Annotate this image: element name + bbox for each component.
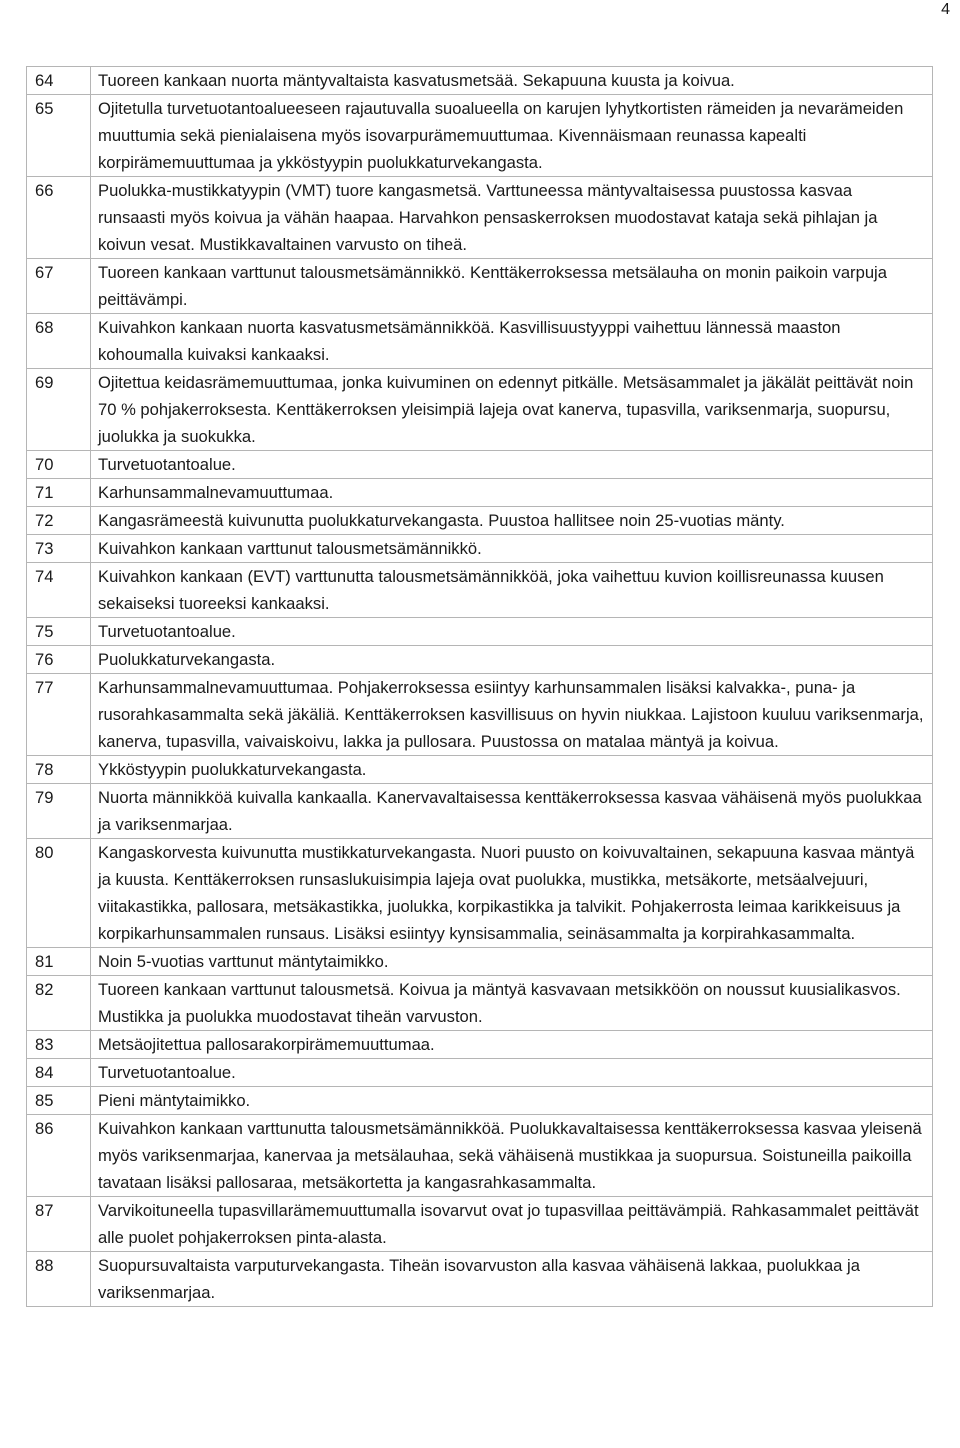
table-body — [27, 67, 933, 1307]
table-row — [27, 1115, 933, 1197]
figure-description: Nuorta männikköä kuivalla kankaalla. Kanervavaltaisessa kenttäkerroksessa kasvaa vähäisenä myös puolukkaa ja variksenmarjaa. — [91, 784, 933, 839]
figure-description: Ojitetulla turvetuotantoalueeseen rajautuvalla suoalueella on karujen lyhytkortisten rämeiden ja nevarämeiden muuttumia sekä pienialaisena myös isovarpurämemuuttumaa. Kivennäismaan reunassa kapealti korpirämemuuttumaa ja ykköstyypin puolukkaturvekangasta. — [91, 95, 933, 177]
figure-number: 64 — [27, 67, 91, 95]
figure-number: 70 — [27, 451, 91, 479]
figure-number: 86 — [27, 1115, 91, 1197]
figure-number: 76 — [27, 646, 91, 674]
figure-description: Ykköstyypin puolukkaturvekangasta. — [91, 756, 933, 784]
figure-number: 84 — [27, 1059, 91, 1087]
figure-number: 72 — [27, 507, 91, 535]
figure-description: Puolukkaturvekangasta. — [91, 646, 933, 674]
table-row — [27, 1252, 933, 1307]
table-row — [27, 674, 933, 756]
figure-number: 67 — [27, 259, 91, 314]
figure-number: 77 — [27, 674, 91, 756]
figure-number: 73 — [27, 535, 91, 563]
figure-description: Kuivahkon kankaan varttunut talousmetsämännikkö. — [91, 535, 933, 563]
figure-description: Kangasrämeestä kuivunutta puolukkaturvekangasta. Puustoa hallitsee noin 25-vuotias mänty. — [91, 507, 933, 535]
figure-number: 78 — [27, 756, 91, 784]
table-row — [27, 948, 933, 976]
figure-number: 65 — [27, 95, 91, 177]
table-row — [27, 976, 933, 1031]
figure-number: 83 — [27, 1031, 91, 1059]
table-row — [27, 507, 933, 535]
figure-number: 66 — [27, 177, 91, 259]
figure-description: Pieni mäntytaimikko. — [91, 1087, 933, 1115]
figure-description: Kuivahkon kankaan varttunutta talousmetsämännikköä. Puolukkavaltaisessa kenttäkerroksessa kasvaa yleisenä myös variksenmarjaa, kanervaa ja metsälauhaa, sekä vähäisenä mustikkaa ja suopursua. Soistuneilla paikoilla tavataan lisäksi pallosaraa, metsäkortetta ja kangasrahkasammalta. — [91, 1115, 933, 1197]
table-row — [27, 1059, 933, 1087]
figure-description: Kuivahkon kankaan (EVT) varttunutta talousmetsämännikköä, joka vaihettuu kuvion koillisreunassa kuusen sekaiseksi tuoreeksi kankaaksi. — [91, 563, 933, 618]
table-row — [27, 1031, 933, 1059]
figure-number: 68 — [27, 314, 91, 369]
table-row — [27, 839, 933, 948]
figure-number: 79 — [27, 784, 91, 839]
vegetation-table-container — [26, 66, 933, 1307]
table-row — [27, 784, 933, 839]
figure-number: 71 — [27, 479, 91, 507]
table-row — [27, 95, 933, 177]
figure-description: Karhunsammalnevamuuttumaa. Pohjakerroksessa esiintyy karhunsammalen lisäksi kalvakka-, puna- ja rusorahkasammalta sekä jäkäliä. Kenttäkerroksen kasvillisuus on hyvin niukkaa. Lajistoon kuuluu variksenmarja, kanerva, tupasvilla, vaivaiskoivu, lakka ja pullosara. Puustossa on matalaa mäntyä ja koivua. — [91, 674, 933, 756]
table-row — [27, 259, 933, 314]
vegetation-table — [26, 66, 933, 1307]
table-row — [27, 535, 933, 563]
figure-number: 80 — [27, 839, 91, 948]
figure-description: Suopursuvaltaista varputurvekangasta. Tiheän isovarvuston alla kasvaa vähäisenä lakkaa, puolukkaa ja variksenmarjaa. — [91, 1252, 933, 1307]
figure-number: 85 — [27, 1087, 91, 1115]
table-row — [27, 67, 933, 95]
figure-description: Varvikoituneella tupasvillarämemuuttumalla isovarvut ovat jo tupasvillaa peittävämpiä. Rahkasammalet peittävät alle puolet pohjakerroksen pinta-alasta. — [91, 1197, 933, 1252]
figure-description: Ojitettua keidasrämemuuttumaa, jonka kuivuminen on edennyt pitkälle. Metsäsammalet ja jäkälät peittävät noin 70 % pohjakerroksesta. Kenttäkerroksen yleisimpiä lajeja ovat kanerva, tupasvilla, variksenmarja, suopursu, juolukka ja suokukka. — [91, 369, 933, 451]
figure-description: Kuivahkon kankaan nuorta kasvatusmetsämännikköä. Kasvillisuustyyppi vaihettuu lännessä maaston kohoumalla kuivaksi kankaaksi. — [91, 314, 933, 369]
figure-description: Tuoreen kankaan nuorta mäntyvaltaista kasvatusmetsää. Sekapuuna kuusta ja koivua. — [91, 67, 933, 95]
figure-number: 75 — [27, 618, 91, 646]
table-row — [27, 177, 933, 259]
figure-description: Kangaskorvesta kuivunutta mustikkaturvekangasta. Nuori puusto on koivuvaltainen, sekapuuna kasvaa mäntyä ja kuusta. Kenttäkerroksen runsaslukuisimpia lajeja ovat puolukka, mustikka, metsäkorte, metsäalvejuuri, viitakastikka, pallosara, metsäkastikka, juolukka, korpikastikka ja talvikit. Pohjakerrosta leimaa karikkeisuus ja korpikarhunsammalen runsaus. Lisäksi esiintyy kynsisammalia, seinäsammalta ja korpirahkasammalta. — [91, 839, 933, 948]
figure-description: Tuoreen kankaan varttunut talousmetsä. Koivua ja mäntyä kasvavaan metsikköön on noussut kuusialikasvos. Mustikka ja puolukka muodostavat tiheän varvuston. — [91, 976, 933, 1031]
table-row — [27, 618, 933, 646]
figure-number: 81 — [27, 948, 91, 976]
figure-description: Puolukka-mustikkatyypin (VMT) tuore kangasmetsä. Varttuneessa mäntyvaltaisessa puustossa kasvaa runsaasti myös koivua ja vähän haapaa. Harvahkon pensaskerroksen muodostavat kataja sekä pihlajan ja koivun vesat. Mustikkavaltainen varvusto on tiheä. — [91, 177, 933, 259]
figure-number: 87 — [27, 1197, 91, 1252]
table-row — [27, 369, 933, 451]
figure-description: Tuoreen kankaan varttunut talousmetsämännikkö. Kenttäkerroksessa metsälauha on monin paikoin varpuja peittävämpi. — [91, 259, 933, 314]
table-row — [27, 756, 933, 784]
table-row — [27, 451, 933, 479]
table-row — [27, 314, 933, 369]
figure-number: 88 — [27, 1252, 91, 1307]
figure-description: Metsäojitettua pallosarakorpirämemuuttumaa. — [91, 1031, 933, 1059]
table-row — [27, 1087, 933, 1115]
figure-description: Noin 5-vuotias varttunut mäntytaimikko. — [91, 948, 933, 976]
table-row — [27, 646, 933, 674]
table-row — [27, 479, 933, 507]
figure-description: Turvetuotantoalue. — [91, 1059, 933, 1087]
table-row — [27, 563, 933, 618]
figure-number: 82 — [27, 976, 91, 1031]
figure-description: Turvetuotantoalue. — [91, 618, 933, 646]
page-number: 4 — [941, 1, 950, 18]
figure-description: Turvetuotantoalue. — [91, 451, 933, 479]
table-row — [27, 1197, 933, 1252]
figure-number: 74 — [27, 563, 91, 618]
figure-number: 69 — [27, 369, 91, 451]
figure-description: Karhunsammalnevamuuttumaa. — [91, 479, 933, 507]
